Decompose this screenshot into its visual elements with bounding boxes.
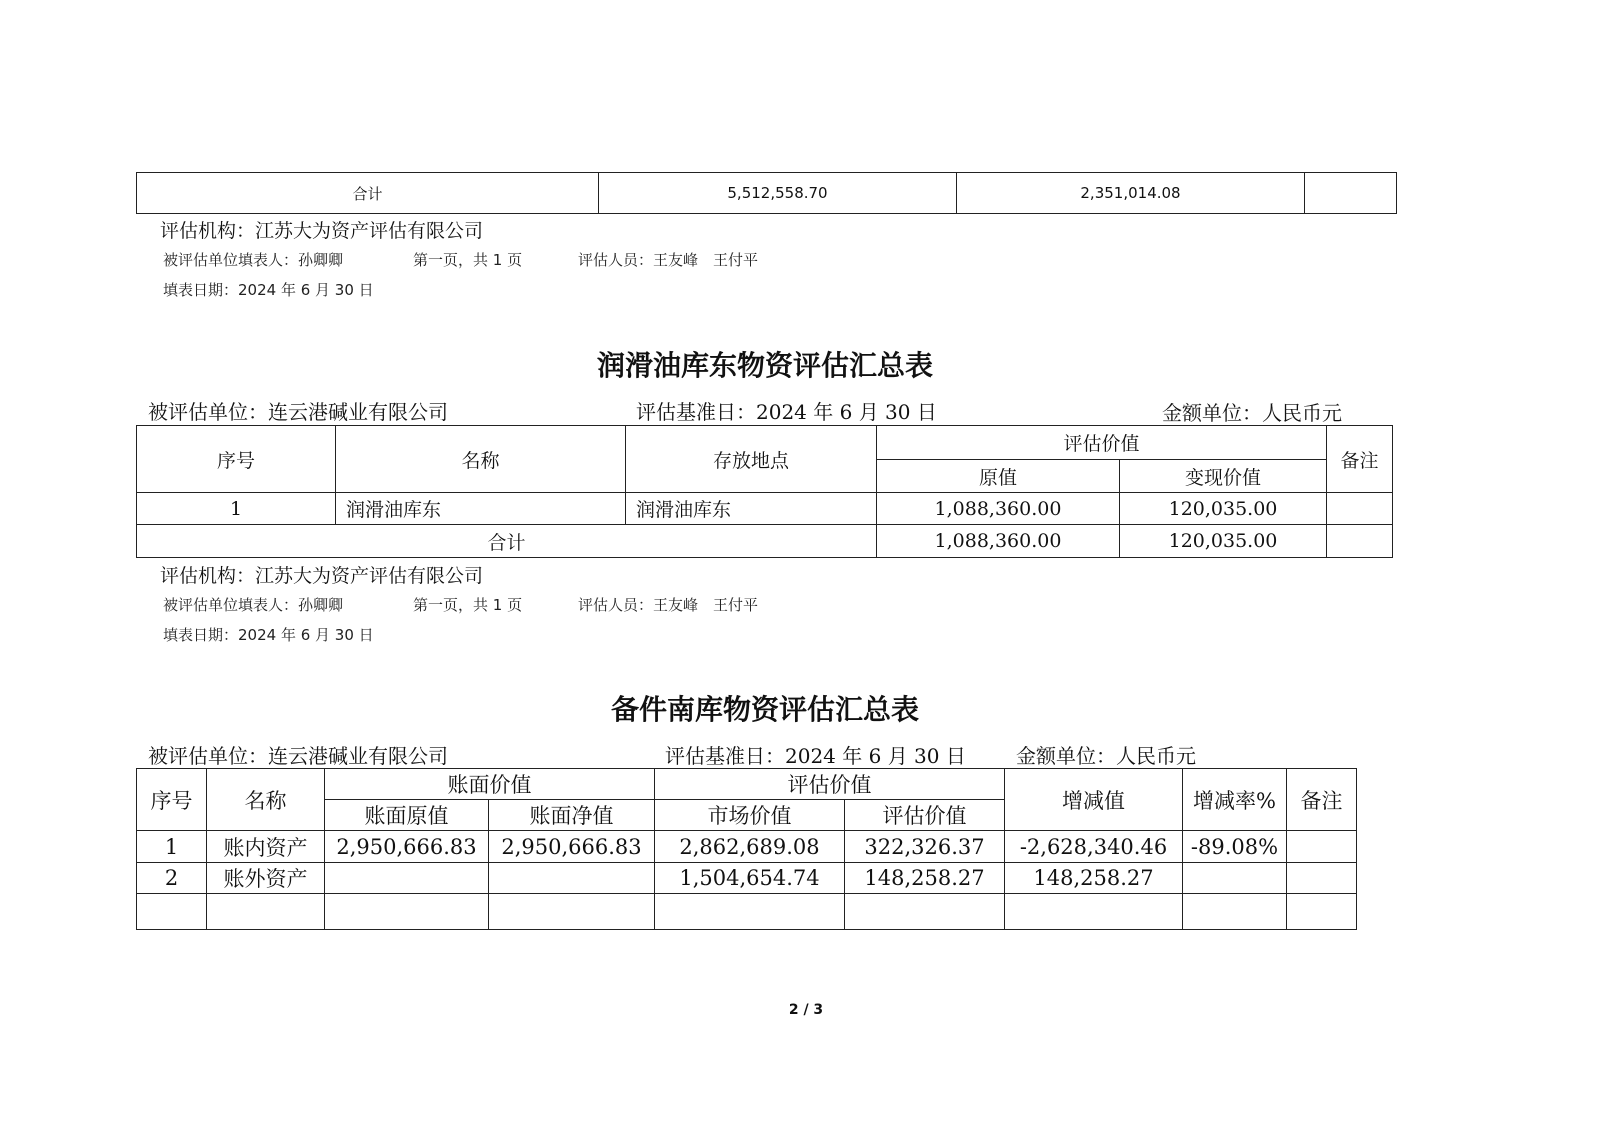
table-total-row — [137, 525, 1393, 558]
section3-base-date: 评估基准日：2024 年 6 月 30 日 — [665, 744, 966, 768]
row-change-rate: -89.08% — [1183, 831, 1287, 863]
page-number: 2 / 3 — [788, 1002, 824, 1018]
table-row — [137, 173, 1397, 214]
footer-date: 填表日期：2024 年 6 月 30 日 — [163, 626, 374, 644]
section2-currency: 金额单位：人民币元 — [1162, 401, 1342, 425]
table-header-row — [137, 426, 1393, 460]
row-market: 1,504,654.74 — [655, 863, 845, 894]
header-location: 存放地点 — [626, 426, 877, 493]
header-remark: 备注 — [1327, 426, 1393, 493]
row-book-original — [325, 863, 489, 894]
header-change: 增减值 — [1005, 769, 1183, 831]
section2-table — [136, 425, 1393, 558]
empty-cell — [655, 894, 845, 930]
empty-cell — [207, 894, 325, 930]
header-remark: 备注 — [1287, 769, 1357, 831]
header-assess-value: 评估价值 — [877, 426, 1327, 460]
row-market: 2,862,689.08 — [655, 831, 845, 863]
row-realizable: 120,035.00 — [1120, 493, 1327, 525]
row-name: 润滑油库东 — [336, 493, 626, 525]
row-seq: 1 — [137, 831, 207, 863]
header-book-original: 账面原值 — [325, 800, 489, 831]
header-name: 名称 — [336, 426, 626, 493]
header-realizable: 变现价值 — [1120, 460, 1327, 493]
header-book-net: 账面净值 — [489, 800, 655, 831]
table-row — [137, 863, 1357, 894]
footer-org: 评估机构：江苏大为资产评估有限公司 — [160, 220, 484, 242]
section3-table — [136, 768, 1357, 930]
header-name: 名称 — [207, 769, 325, 831]
header-original: 原值 — [877, 460, 1120, 493]
empty-cell — [489, 894, 655, 930]
row-name: 账内资产 — [207, 831, 325, 863]
empty-cell — [845, 894, 1005, 930]
row-name: 账外资产 — [207, 863, 325, 894]
row-change: -2,628,340.46 — [1005, 831, 1183, 863]
row-change-rate — [1183, 863, 1287, 894]
row-remark — [1287, 863, 1357, 894]
section3-currency: 金额单位：人民币元 — [1016, 744, 1196, 768]
header-seq: 序号 — [137, 769, 207, 831]
row-seq: 1 — [137, 493, 336, 525]
header-market: 市场价值 — [655, 800, 845, 831]
footer-org: 评估机构：江苏大为资产评估有限公司 — [160, 565, 484, 587]
footer-page: 第一页，共 1 页 — [413, 596, 523, 614]
header-assessed: 评估价值 — [845, 800, 1005, 831]
footer-filler: 被评估单位填表人：孙卿卿 — [163, 251, 344, 269]
header-seq: 序号 — [137, 426, 336, 493]
row-change: 148,258.27 — [1005, 863, 1183, 894]
row-assessed: 148,258.27 — [845, 863, 1005, 894]
footer-assessor: 评估人员：王友峰 王付平 — [578, 251, 759, 269]
section2-title: 润滑油库东物资评估汇总表 — [596, 349, 933, 382]
header-change-rate: 增减率% — [1183, 769, 1287, 831]
footer-page: 第一页，共 1 页 — [413, 251, 523, 269]
row-book-net — [489, 863, 655, 894]
top-total-table — [136, 172, 1397, 214]
row-assessed: 322,326.37 — [845, 831, 1005, 863]
row-book-original: 2,950,666.83 — [325, 831, 489, 863]
empty-cell — [1287, 894, 1357, 930]
empty-cell — [325, 894, 489, 930]
footer-assessor: 评估人员：王友峰 王付平 — [578, 596, 759, 614]
table-row — [137, 493, 1393, 525]
header-book-value: 账面价值 — [325, 769, 655, 800]
total-original: 1,088,360.00 — [877, 525, 1120, 558]
section3-unit: 被评估单位：连云港碱业有限公司 — [148, 744, 448, 768]
total-value-1: 5,512,558.70 — [599, 173, 957, 214]
total-label: 合计 — [137, 173, 599, 214]
total-label: 合计 — [137, 525, 877, 558]
total-remark — [1327, 525, 1393, 558]
table-row-empty — [137, 894, 1357, 930]
total-value-2: 2,351,014.08 — [957, 173, 1305, 214]
empty-cell — [1005, 894, 1183, 930]
total-realizable: 120,035.00 — [1120, 525, 1327, 558]
empty-cell — [137, 894, 207, 930]
table-row — [137, 831, 1357, 863]
footer-filler: 被评估单位填表人：孙卿卿 — [163, 596, 344, 614]
empty-cell — [1183, 894, 1287, 930]
row-location: 润滑油库东 — [626, 493, 877, 525]
section2-unit: 被评估单位：连云港碱业有限公司 — [148, 400, 448, 424]
section2-base-date: 评估基准日：2024 年 6 月 30 日 — [636, 400, 937, 424]
row-book-net: 2,950,666.83 — [489, 831, 655, 863]
table-header-row — [137, 769, 1357, 800]
header-assess-value: 评估价值 — [655, 769, 1005, 800]
row-remark — [1327, 493, 1393, 525]
total-remark — [1305, 173, 1397, 214]
section3-title: 备件南库物资评估汇总表 — [610, 693, 919, 726]
footer-date: 填表日期：2024 年 6 月 30 日 — [163, 281, 374, 299]
row-seq: 2 — [137, 863, 207, 894]
row-original: 1,088,360.00 — [877, 493, 1120, 525]
row-remark — [1287, 831, 1357, 863]
